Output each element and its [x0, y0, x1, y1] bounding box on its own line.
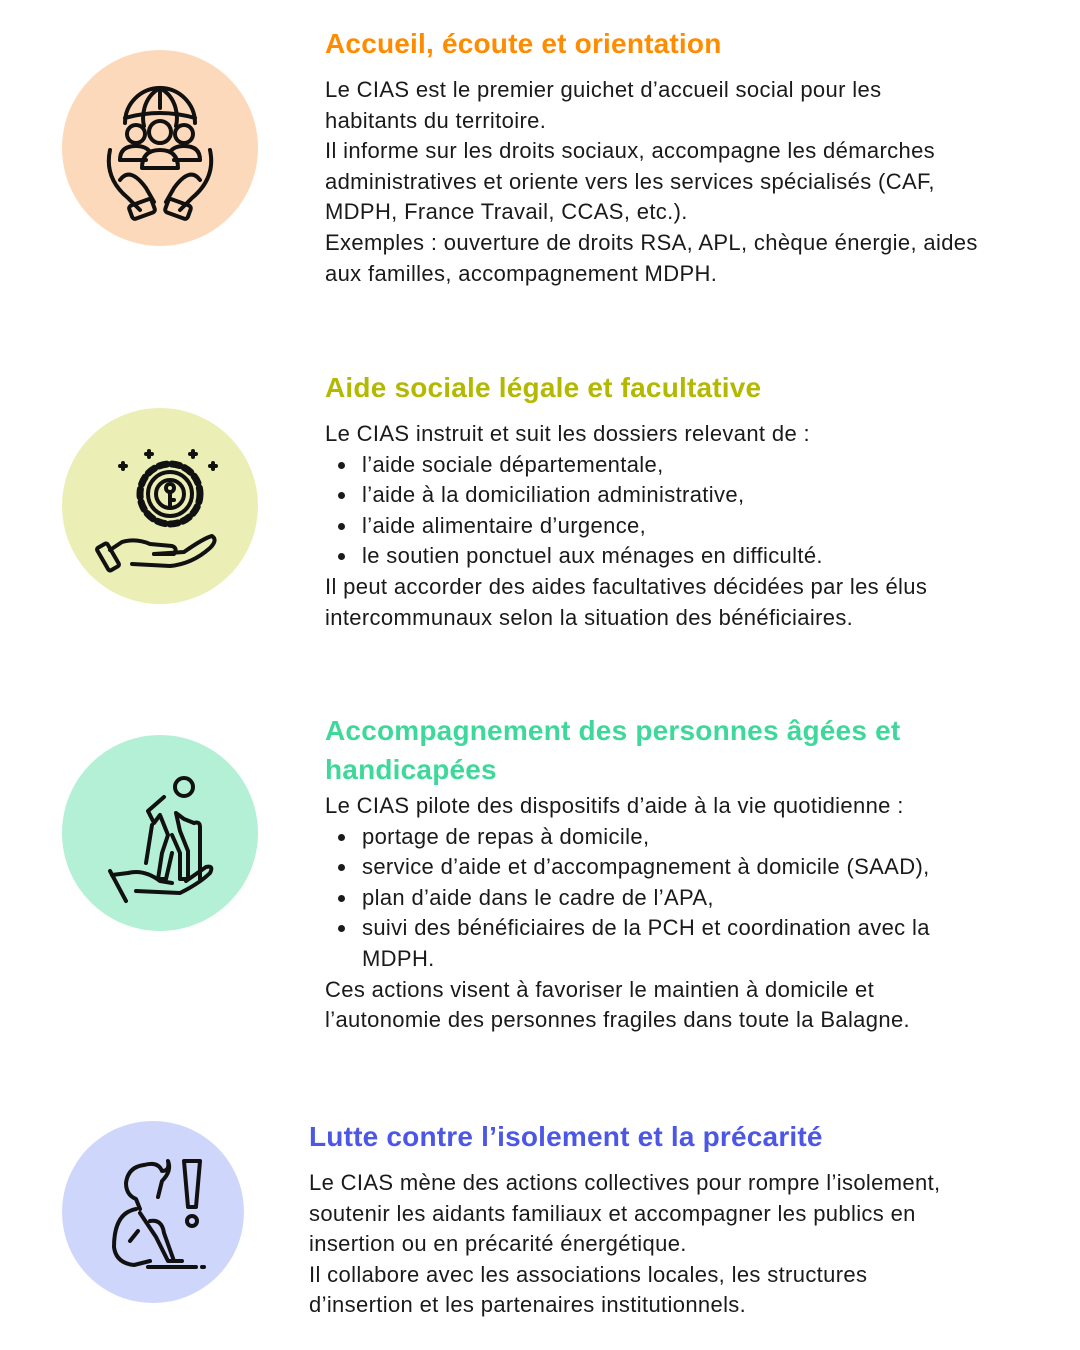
bullet-list: [325, 450, 1045, 572]
body-line: Exemples : ouverture de droits RSA, APL, chèque énergie, aides: [325, 229, 978, 255]
body-line: Le CIAS est le premier guichet d’accueil social pour les: [325, 77, 882, 102]
body-line: MDPH, France Travail, CCAS, etc.).: [325, 199, 688, 225]
list-item: portage de repas à domicile,: [362, 822, 1045, 853]
icon-circle: [62, 408, 258, 604]
bullet-list: [325, 822, 1045, 975]
list-item: l’aide à la domiciliation administrative,: [362, 480, 1045, 511]
list-item-continuation: MDPH.: [362, 945, 435, 971]
body-line: Il informe sur les droits sociaux, accompagne les démarches: [325, 138, 936, 164]
section-title-line: Accompagnement des personnes âgées et: [325, 715, 901, 746]
body-line: Le CIAS mène des actions collectives pour rompre l’isolement,: [309, 1170, 941, 1195]
isolated-person-alert-icon: [78, 1137, 228, 1287]
body-line: habitants du territoire.: [325, 107, 547, 133]
section-title: Aide sociale légale et facultative: [325, 372, 762, 403]
body-intro: Le CIAS pilote des dispositifs d’aide à la vie quotidienne :: [325, 793, 904, 818]
hands-globe-people-icon: [80, 68, 240, 228]
hand-elderly-person-icon: [80, 753, 240, 913]
body-line: Il collabore avec les associations locales, les structures: [309, 1261, 868, 1287]
body-line: insertion ou en précarité énergétique.: [309, 1231, 687, 1257]
section-title: Accueil, écoute et orientation: [325, 28, 722, 59]
list-item: service d’aide et d’accompagnement à domicile (SAAD),: [362, 852, 1045, 883]
body-line: l’autonomie des personnes fragiles dans toute la Balagne.: [325, 1007, 910, 1033]
list-item: l’aide alimentaire d’urgence,: [362, 511, 1045, 542]
list-item: suivi des bénéficiaires de la PCH et coordination avec la: [362, 913, 1045, 944]
icon-circle: [62, 735, 258, 931]
body-line: Ces actions visent à favoriser le maintien à domicile et: [325, 976, 875, 1002]
list-item: l’aide sociale départementale,: [362, 450, 1045, 481]
section-title: Lutte contre l’isolement et la précarité: [309, 1121, 823, 1152]
body-line: administratives et oriente vers les services spécialisés (CAF,: [325, 168, 935, 194]
hand-gear-key-icon: [80, 426, 240, 586]
body-line: Il peut accorder des aides facultatives décidées par les élus: [325, 573, 928, 599]
icon-circle: [62, 50, 258, 246]
body-line: intercommunaux selon la situation des bénéficiaires.: [325, 604, 854, 630]
section-title-line: handicapées: [325, 754, 497, 785]
list-item: le soutien ponctuel aux ménages en difficulté.: [362, 541, 1045, 572]
body-line: aux familles, accompagnement MDPH.: [325, 260, 718, 286]
icon-circle: [62, 1121, 244, 1303]
section-title: [325, 711, 1045, 789]
list-item: plan d’aide dans le cadre de l’APA,: [362, 883, 1045, 914]
body-line: d’insertion et les partenaires institutionnels.: [309, 1292, 747, 1318]
body-intro: Le CIAS instruit et suit les dossiers relevant de :: [325, 421, 810, 446]
body-line: soutenir les aidants familiaux et accompagner les publics en: [309, 1200, 916, 1226]
